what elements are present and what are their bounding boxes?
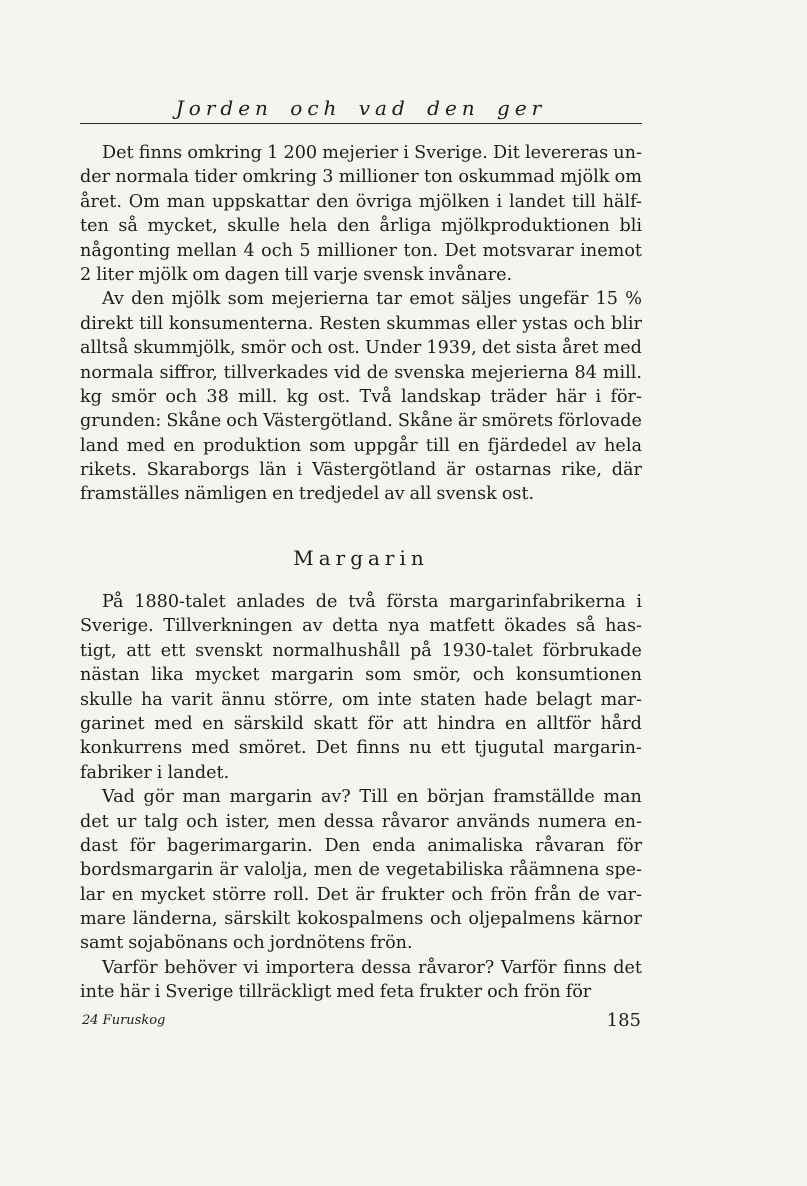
text-line: bordsmargarin är valolja, men de vegetabiliska råämnena spe- [80, 860, 642, 881]
text-line: der normala tider omkring 3 millioner ton oskummad mjölk om [80, 167, 642, 188]
text-line: Det finns omkring 1 200 mejerier i Sverige. Dit levereras un- [102, 143, 642, 163]
text-line: framställes nämligen en tredjedel av all svensk ost. [80, 484, 535, 505]
text-line: samt sojabönans och jordnötens frön. [80, 933, 413, 954]
page-number: 185 [606, 1010, 641, 1031]
text-line: Sverige. Tillverkningen av detta nya matfett ökades så has- [80, 616, 642, 637]
text-line: Varför behöver vi importera dessa råvaror? Varför finns det [102, 957, 642, 978]
text-line: normala siffror, tillverkades vid de svenska mejerierna 84 mill. [80, 362, 642, 383]
text-line: tigt, att ett svenskt normalhushåll på 1930-talet förbrukade [80, 640, 642, 661]
text-line: grunden: Skåne och Västergötland. Skåne är smörets förlovade [80, 411, 642, 432]
text-line: skulle ha varit ännu större, om inte staten hade belagt mar- [80, 689, 642, 710]
text-line: Av den mjölk som mejerierna tar emot säljes ungefär 15 % [102, 289, 642, 310]
text-line: kg smör och 38 mill. kg ost. Två landskap träder här i för- [80, 386, 642, 407]
text-line: det ur talg och ister, men dessa råvaror används numera en- [80, 811, 642, 832]
running-head: Jorden och vad den ger [175, 96, 547, 120]
signature-mark: 24 Furuskog [82, 1013, 166, 1028]
text-line: konkurrens med smöret. Det finns nu ett tjugutal margarin- [80, 738, 642, 759]
text-line: ten så mycket, skulle hela den årliga mjölkproduktionen bli [80, 216, 642, 237]
text-line: land med en produktion som uppgår till en fjärdedel av hela [80, 435, 642, 456]
text-line: garinet med en särskild skatt för att hindra en alltför hård [80, 713, 642, 734]
text-line: någonting mellan 4 och 5 millioner ton. Det motsvarar inemot [80, 240, 642, 261]
text-line: alltså skummjölk, smör och ost. Under 1939, det sista året med [80, 338, 642, 359]
text-line: direkt till konsumenterna. Resten skummas eller ystas och blir [80, 313, 642, 334]
text-line: året. Om man uppskattar den övriga mjölken i landet till hälf- [80, 191, 642, 212]
text-line: mare länderna, särskilt kokospalmens och oljepalmens kärnor [80, 909, 642, 930]
text-line: Vad gör man margarin av? Till en början framställde man [102, 787, 642, 808]
text-line: dast för bagerimargarin. Den enda animaliska råvaran för [80, 835, 642, 856]
text-line: inte här i Sverige tillräckligt med feta frukter och frön för [80, 982, 592, 1003]
text-line: lar en mycket större roll. Det är frukter och frön från de var- [80, 884, 642, 905]
text-line: 2 liter mjölk om dagen till varje svensk invånare. [80, 264, 513, 285]
text-block-margarine [80, 590, 642, 1005]
section-title: Margarin [293, 546, 429, 570]
text-block-dairy [80, 141, 642, 507]
text-line: fabriker i landet. [80, 762, 230, 783]
text-line: nästan lika mycket margarin som smör, och konsumtionen [80, 665, 642, 686]
text-line: På 1880-talet anlades de två första margarinfabrikerna i [102, 592, 642, 612]
text-line: rikets. Skaraborgs län i Västergötland är ostarnas rike, där [80, 460, 642, 481]
header-rule [80, 123, 642, 124]
